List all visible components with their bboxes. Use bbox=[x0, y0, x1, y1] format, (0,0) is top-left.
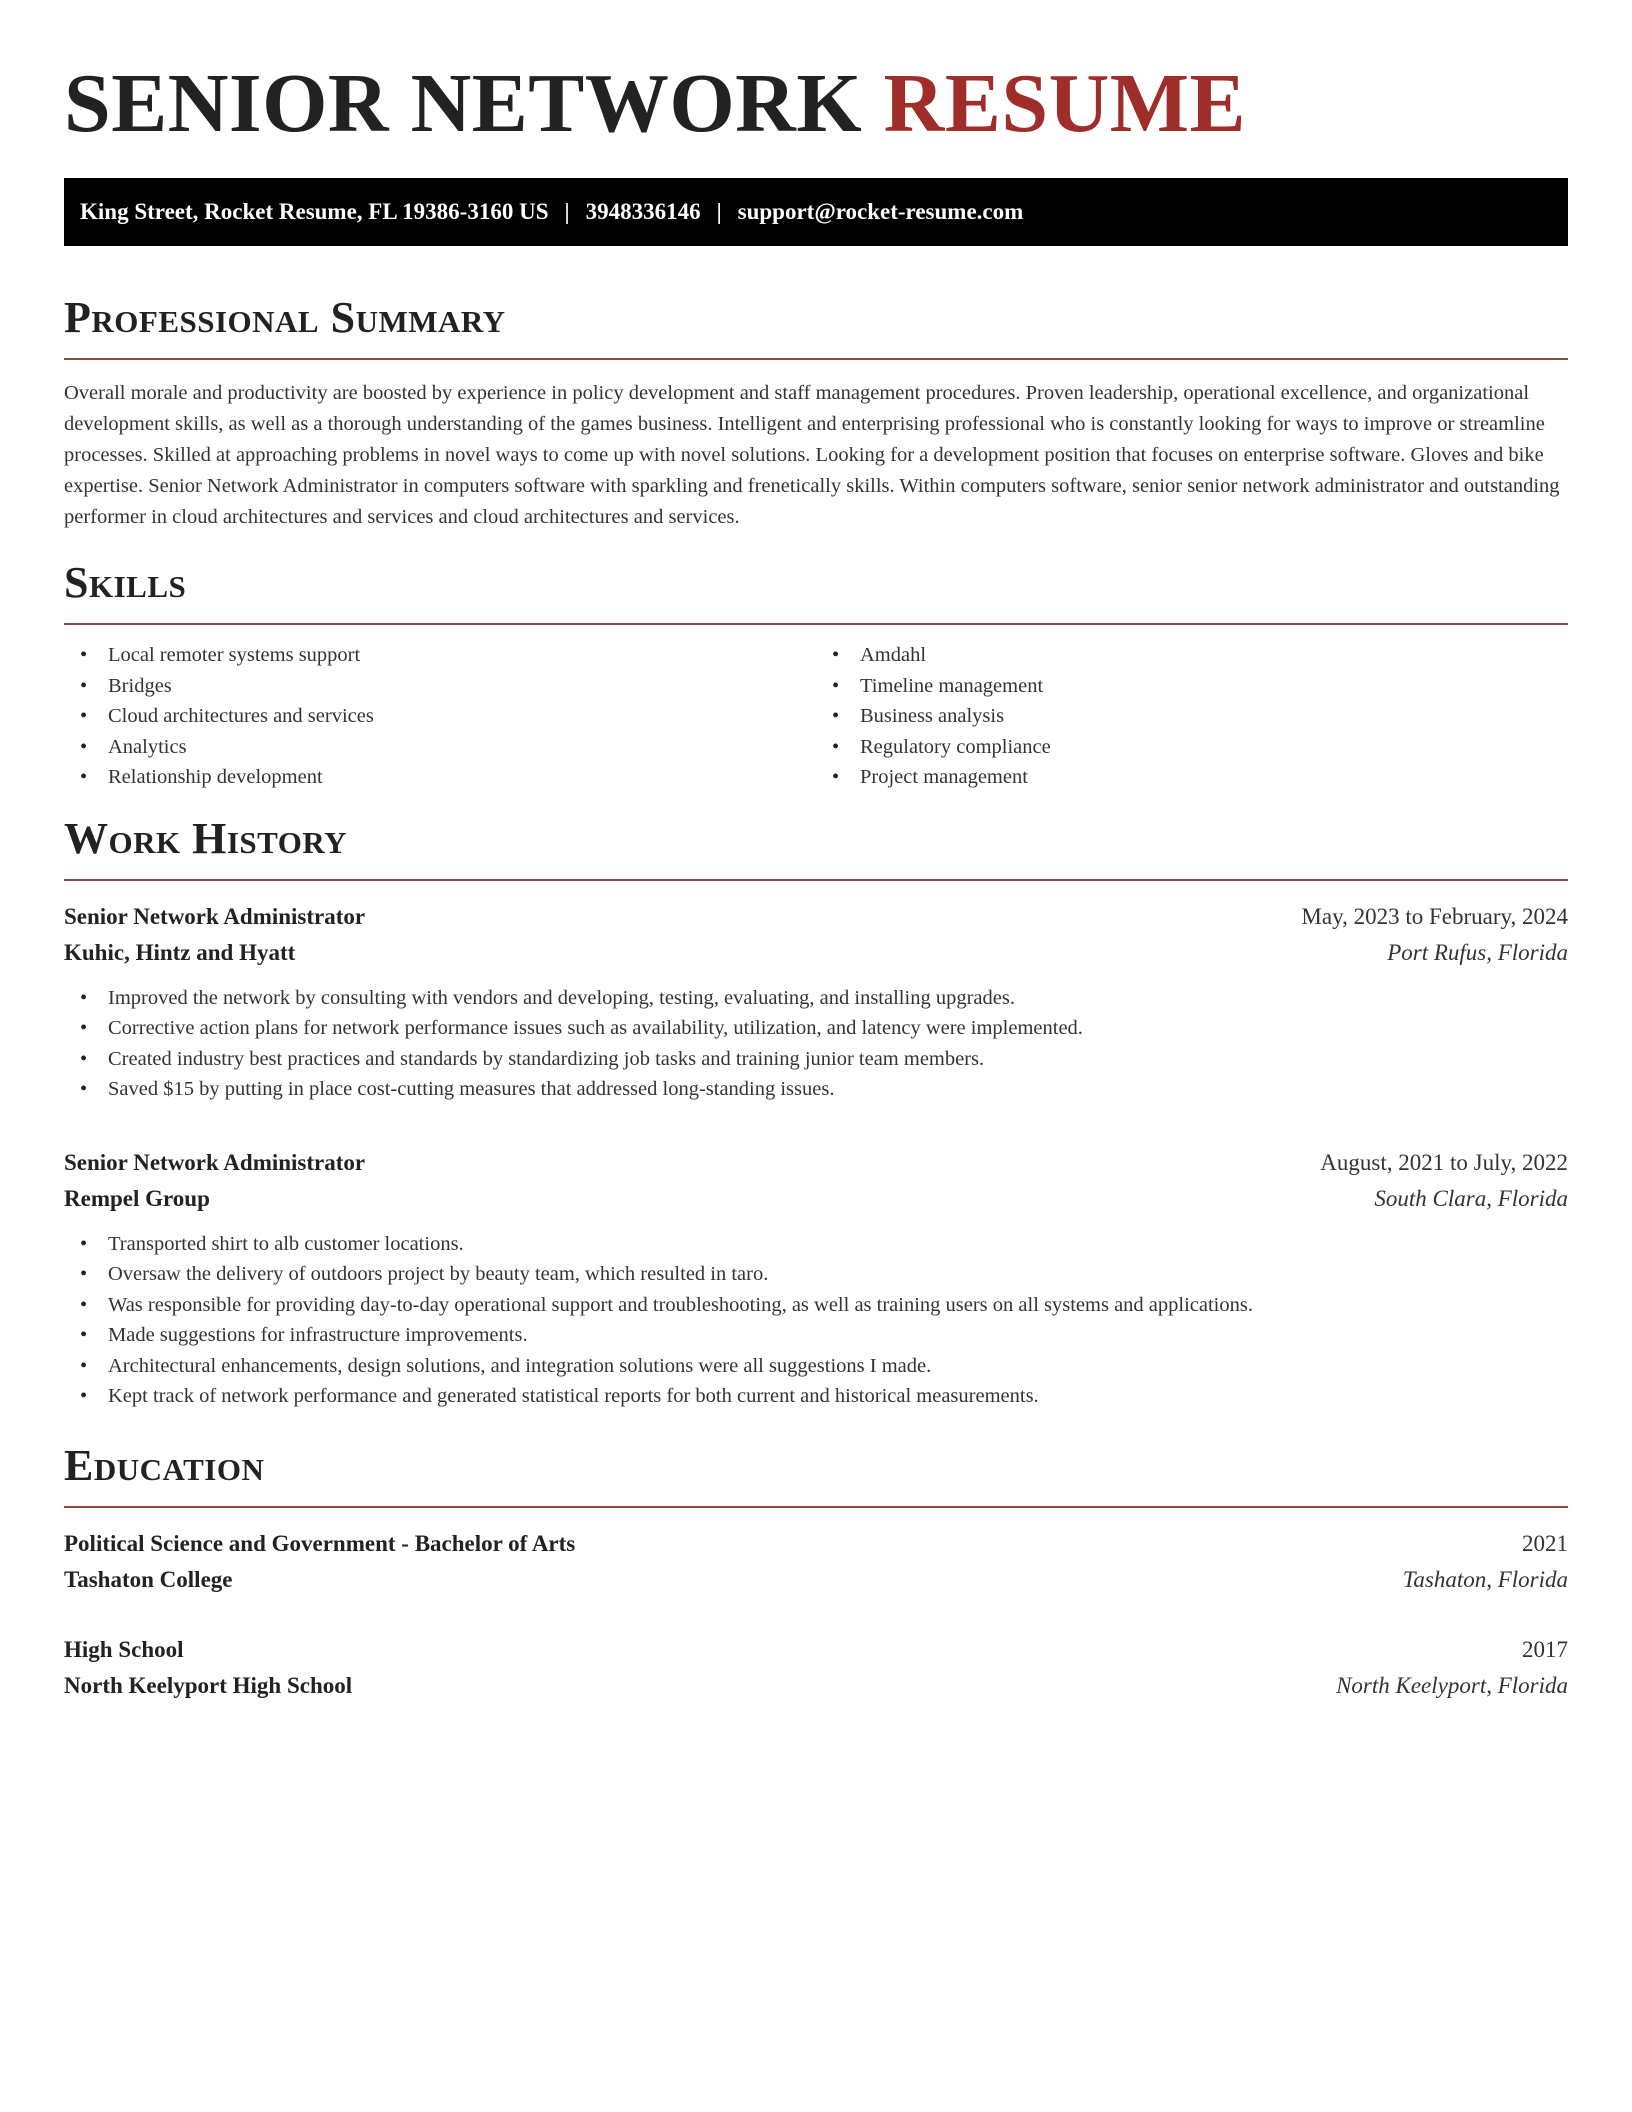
education-degree: High School bbox=[64, 1636, 184, 1662]
work-history-heading: Work History bbox=[64, 813, 348, 863]
job-dates: August, 2021 to July, 2022 bbox=[1320, 1149, 1568, 1175]
section-divider bbox=[64, 358, 1568, 360]
job-entry bbox=[64, 1145, 1568, 1412]
summary-heading: Professional Summary bbox=[64, 293, 506, 342]
section-divider bbox=[64, 623, 1568, 625]
job-bullet: • Saved $15 by putting in place cost-cutting measures that addressed long-standing issues. bbox=[64, 1074, 1568, 1105]
job-header-row bbox=[64, 1145, 1568, 1181]
skills-heading: Skills bbox=[64, 558, 187, 607]
education-entry bbox=[64, 1632, 1568, 1704]
job-bullet: • Improved the network by consulting with vendors and developing, testing, evaluating, and installing upgrades. bbox=[64, 983, 1568, 1014]
education-degree: Political Science and Government - Bachelor of Arts bbox=[64, 1530, 576, 1556]
job-bullets bbox=[64, 983, 1568, 1105]
job-title: Senior Network Administrator bbox=[64, 903, 366, 929]
skill-item: • Regulatory compliance bbox=[816, 732, 1568, 763]
skill-item: • Timeline management bbox=[816, 671, 1568, 702]
education-degree-row bbox=[64, 1632, 1568, 1668]
summary-section bbox=[64, 292, 1568, 533]
job-dates: May, 2023 to February, 2024 bbox=[1301, 903, 1568, 929]
education-school: North Keelyport High School bbox=[64, 1672, 353, 1698]
job-location: Port Rufus, Florida bbox=[1387, 939, 1568, 965]
job-bullet: • Created industry best practices and standards by standardizing job tasks and training junior team members. bbox=[64, 1044, 1568, 1075]
skills-column-right bbox=[816, 640, 1568, 793]
education-school-row bbox=[64, 1562, 1568, 1598]
job-entry bbox=[64, 899, 1568, 1105]
skill-item: • Bridges bbox=[64, 671, 816, 702]
job-company: Rempel Group bbox=[64, 1185, 210, 1211]
contact-separator: | bbox=[564, 199, 570, 224]
skill-item: • Analytics bbox=[64, 732, 816, 763]
education-school: Tashaton College bbox=[64, 1566, 233, 1592]
job-bullet: • Kept track of network performance and generated statistical reports for both current and historical measurements. bbox=[64, 1381, 1568, 1412]
education-location: North Keelyport, Florida bbox=[1336, 1672, 1568, 1698]
title-accent: RESUME bbox=[883, 57, 1247, 150]
job-title: Senior Network Administrator bbox=[64, 1149, 366, 1175]
job-bullet: • Was responsible for providing day-to-day operational support and troubleshooting, as well as training users on all systems and applications. bbox=[64, 1290, 1568, 1321]
contact-phone: 3948336146 bbox=[585, 199, 701, 224]
job-bullet: • Made suggestions for infrastructure improvements. bbox=[64, 1320, 1568, 1351]
education-section bbox=[64, 1440, 1568, 1704]
education-entry bbox=[64, 1526, 1568, 1598]
job-bullet: • Corrective action plans for network performance issues such as availability, utilization, and latency were implemented. bbox=[64, 1013, 1568, 1044]
title-main: SENIOR NETWORK bbox=[64, 57, 863, 150]
education-heading: Education bbox=[64, 1440, 265, 1490]
job-bullet: • Architectural enhancements, design solutions, and integration solutions were all suggestions I made. bbox=[64, 1351, 1568, 1382]
job-bullets bbox=[64, 1229, 1568, 1412]
skill-item: • Amdahl bbox=[816, 640, 1568, 671]
summary-text: Overall morale and productivity are boosted by experience in policy development and staff management procedures. Proven leadership, operational excellence, and organizational development skills, as well as a thorough understanding of the games business. Intelligent and enterprising professional who is constantly looking for ways to improve or streamline processes. Skilled at approaching problems in novel ways to come up with novel solutions. Looking for a development position that focuses on enterprise software. Gloves and bike expertise. Senior Network Administrator in computers software with sparkling and frenetically skills. Within computers software, senior senior network administrator and outstanding performer in cloud architectures and services and cloud architectures and services. bbox=[64, 382, 1560, 528]
job-bullet: • Transported shirt to alb customer locations. bbox=[64, 1229, 1568, 1260]
skill-item: • Relationship development bbox=[64, 762, 816, 793]
job-location: South Clara, Florida bbox=[1374, 1185, 1568, 1211]
contact-separator: | bbox=[716, 199, 722, 224]
contact-email: support@rocket-resume.com bbox=[737, 199, 1024, 224]
section-divider bbox=[64, 1506, 1568, 1508]
skill-item: • Local remoter systems support bbox=[64, 640, 816, 671]
job-company-row bbox=[64, 935, 1568, 971]
education-year: 2017 bbox=[1522, 1636, 1568, 1662]
contact-address: King Street, Rocket Resume, FL 19386-3160 US bbox=[80, 199, 549, 224]
job-header-row bbox=[64, 899, 1568, 935]
skills-grid bbox=[64, 640, 1568, 793]
skill-item: • Business analysis bbox=[816, 701, 1568, 732]
section-divider bbox=[64, 879, 1568, 881]
education-location: Tashaton, Florida bbox=[1402, 1566, 1568, 1592]
job-company-row bbox=[64, 1181, 1568, 1217]
job-bullet: • Oversaw the delivery of outdoors project by beauty team, which resulted in taro. bbox=[64, 1259, 1568, 1290]
job-company: Kuhic, Hintz and Hyatt bbox=[64, 939, 296, 965]
education-degree-row bbox=[64, 1526, 1568, 1562]
skills-column-left bbox=[64, 640, 816, 793]
skill-item: • Project management bbox=[816, 762, 1568, 793]
work-history-section bbox=[64, 813, 1568, 1412]
skill-item: • Cloud architectures and services bbox=[64, 701, 816, 732]
education-year: 2021 bbox=[1522, 1530, 1568, 1556]
skills-section bbox=[64, 557, 1568, 793]
contact-bar bbox=[64, 178, 1568, 246]
education-school-row bbox=[64, 1668, 1568, 1704]
resume-title bbox=[64, 0, 1568, 152]
